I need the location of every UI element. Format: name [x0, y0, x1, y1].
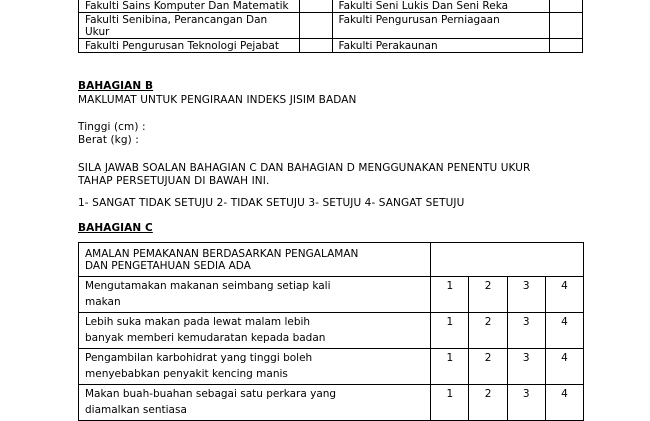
header-line: AMALAN PEMAKANAN BERDASARKAN PENGALAMAN [85, 248, 359, 260]
question-line: banyak memberi kemudaratan kepada badan [85, 332, 326, 344]
rating-option[interactable]: 3 [507, 385, 545, 421]
faculty-cell: Fakulti Pengurusan Teknologi Pejabat [79, 39, 300, 53]
question-cell [79, 313, 431, 349]
rating-option[interactable]: 4 [545, 277, 583, 313]
table-row [79, 349, 584, 385]
question-line: Pengambilan karbohidrat yang tinggi boleh [85, 352, 313, 364]
section-c-title: BAHAGIAN C [78, 222, 153, 234]
faculty-cell: Fakulti Seni Lukis Dan Seni Reka [332, 0, 550, 13]
faculty-cell: Fakulti Senibina, Perancangan Dan Ukur [79, 13, 300, 39]
question-cell [79, 385, 431, 421]
section-b-title: BAHAGIAN B [78, 80, 154, 92]
table-row [79, 277, 584, 313]
rating-option[interactable]: 3 [507, 313, 545, 349]
faculty-checkbox-cell[interactable] [550, 39, 583, 53]
rating-option[interactable]: 2 [469, 313, 507, 349]
question-cell [79, 349, 431, 385]
faculty-cell: Fakulti Sains Komputer Dan Matematik [79, 0, 300, 13]
faculty-cell: Fakulti Pengurusan Perniagaan [332, 13, 550, 39]
weight-label: Berat (kg) : [78, 134, 139, 146]
rating-scale: 1- SANGAT TIDAK SETUJU 2- TIDAK SETUJU 3- SETUJU 4- SANGAT SETUJU [78, 197, 465, 209]
faculty-checkbox-cell[interactable] [299, 13, 332, 39]
faculty-checkbox-cell[interactable] [550, 0, 583, 13]
header-line: DAN PENGETAHUAN SEDIA ADA [85, 260, 251, 272]
rating-option[interactable]: 4 [545, 385, 583, 421]
faculty-row [79, 13, 583, 39]
faculty-table [78, 0, 583, 53]
faculty-checkbox-cell[interactable] [299, 0, 332, 13]
question-line: makan [85, 296, 121, 308]
section-b-subtitle: MAKLUMAT UNTUK PENGIRAAN INDEKS JISIM BADAN [78, 94, 357, 106]
table-header-row [79, 243, 584, 277]
rating-option[interactable]: 1 [431, 313, 469, 349]
rating-option[interactable]: 4 [545, 313, 583, 349]
rating-option[interactable]: 1 [431, 385, 469, 421]
height-label: Tinggi (cm) : [78, 121, 146, 133]
faculty-checkbox-cell[interactable] [299, 39, 332, 53]
question-cell [79, 277, 431, 313]
faculty-cell: Fakulti Perakaunan [332, 39, 550, 53]
rating-option[interactable]: 2 [469, 385, 507, 421]
table-header-blank [431, 243, 584, 277]
question-line: diamalkan sentiasa [85, 404, 187, 416]
question-line: menyebabkan penyakit kencing manis [85, 368, 288, 380]
table-row [79, 385, 584, 421]
question-line: Mengutamakan makanan seimbang setiap kali [85, 280, 331, 292]
question-line: Lebih suka makan pada lewat malam lebih [85, 316, 311, 328]
rating-option[interactable]: 2 [469, 277, 507, 313]
rating-option[interactable]: 4 [545, 349, 583, 385]
rating-option[interactable]: 1 [431, 349, 469, 385]
rating-option[interactable]: 2 [469, 349, 507, 385]
faculty-checkbox-cell[interactable] [550, 13, 583, 39]
rating-option[interactable]: 3 [507, 349, 545, 385]
rating-option[interactable]: 3 [507, 277, 545, 313]
section-c-table [78, 242, 584, 421]
rating-option[interactable]: 1 [431, 277, 469, 313]
table-header-cell [79, 243, 431, 277]
faculty-row [79, 39, 583, 53]
instruction-line: TAHAP PERSETUJUAN DI BAWAH INI. [78, 175, 270, 187]
question-line: Makan buah-buahan sebagai satu perkara yang [85, 388, 337, 400]
table-row [79, 313, 584, 349]
faculty-row [79, 0, 583, 13]
instruction-line: SILA JAWAB SOALAN BAHAGIAN C DAN BAHAGIAN D MENGGUNAKAN PENENTU UKUR [78, 162, 531, 174]
